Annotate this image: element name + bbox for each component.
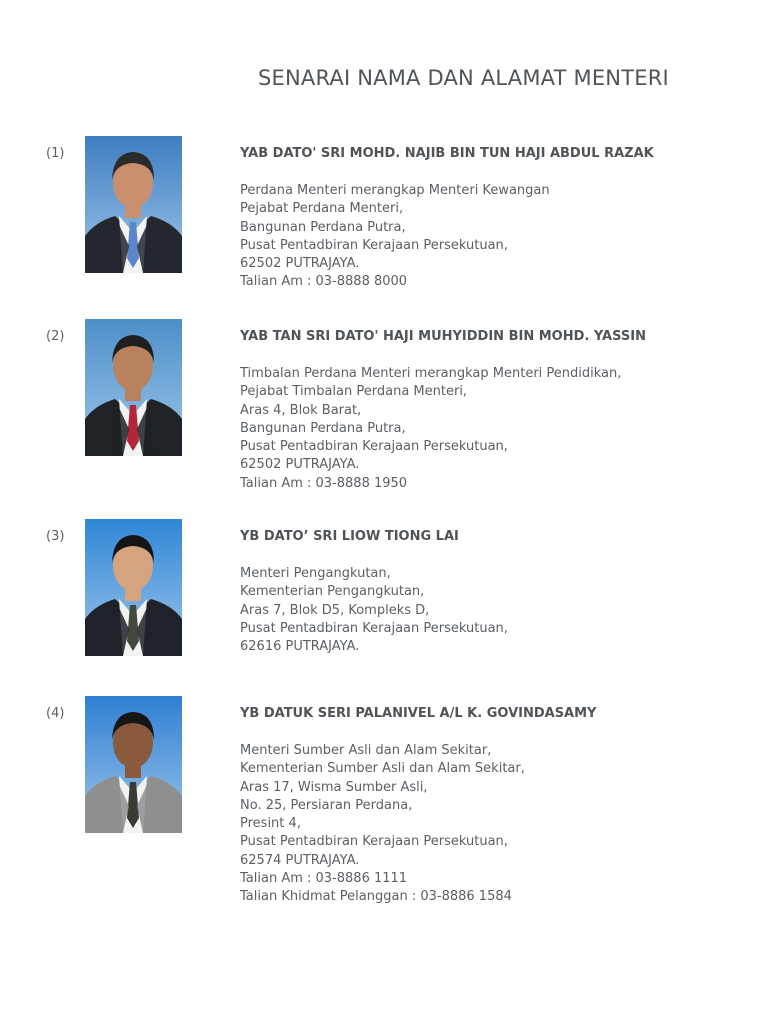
address-line: Bangunan Perdana Putra, bbox=[240, 219, 406, 235]
minister-address bbox=[240, 365, 621, 493]
address-line: Pejabat Timbalan Perdana Menteri, bbox=[240, 384, 468, 400]
page-title: SENARAI NAMA DAN ALAMAT MENTERI bbox=[258, 66, 669, 90]
address-line: Pusat Pentadbiran Kerajaan Persekutuan, bbox=[240, 620, 508, 636]
address-line: Perdana Menteri merangkap Menteri Kewangan bbox=[240, 183, 550, 198]
entry-index: (2) bbox=[46, 329, 65, 344]
address-line: Timbalan Perdana Menteri merangkap Menteri Pendidikan, bbox=[240, 366, 622, 381]
address-line: Menteri Sumber Asli dan Alam Sekitar, bbox=[240, 743, 492, 758]
address-line: Bangunan Perdana Putra, bbox=[240, 420, 406, 436]
address-line: Menteri Pengangkutan, bbox=[240, 566, 391, 581]
minister-name: YAB TAN SRI DATO' HAJI MUHYIDDIN BIN MOHD. YASSIN bbox=[240, 329, 646, 344]
address-line: No. 25, Persiaran Perdana, bbox=[240, 797, 413, 813]
address-line: Talian Khidmat Pelanggan : 03-8886 1584 bbox=[240, 889, 512, 905]
minister-address bbox=[240, 565, 508, 656]
minister-name: YB DATUK SERI PALANIVEL A/L K. GOVINDASAMY bbox=[240, 706, 597, 721]
address-line: 62616 PUTRAJAYA. bbox=[240, 639, 360, 655]
address-line: Aras 7, Blok D5, Kompleks D, bbox=[240, 602, 430, 618]
address-line: Kementerian Sumber Asli dan Alam Sekitar, bbox=[240, 761, 525, 777]
entry-index: (1) bbox=[46, 146, 65, 161]
address-line: Talian Am : 03-8888 1950 bbox=[240, 475, 408, 491]
address-line: 62502 PUTRAJAYA. bbox=[240, 457, 360, 473]
address-line: Presint 4, bbox=[240, 816, 301, 832]
address-line: Aras 17, Wisma Sumber Asli, bbox=[240, 779, 428, 795]
address-line: Talian Am : 03-8888 8000 bbox=[240, 274, 408, 290]
address-line: Aras 4, Blok Barat, bbox=[240, 402, 362, 418]
address-line: 62574 PUTRAJAYA. bbox=[240, 852, 360, 868]
entry-index: (4) bbox=[46, 706, 65, 721]
address-line: Talian Am : 03-8886 1111 bbox=[240, 871, 408, 887]
address-line: Kementerian Pengangkutan, bbox=[240, 584, 425, 600]
minister-address bbox=[240, 182, 550, 292]
minister-photo bbox=[85, 696, 182, 833]
minister-address bbox=[240, 742, 525, 907]
address-line: Pusat Pentadbiran Kerajaan Persekutuan, bbox=[240, 439, 508, 455]
address-line: Pejabat Perdana Menteri, bbox=[240, 201, 404, 217]
address-line: Pusat Pentadbiran Kerajaan Persekutuan, bbox=[240, 834, 508, 850]
minister-name: YB DATO’ SRI LIOW TIONG LAI bbox=[240, 529, 459, 544]
minister-photo bbox=[85, 319, 182, 456]
minister-photo bbox=[85, 519, 182, 656]
minister-name: YAB DATO' SRI MOHD. NAJIB BIN TUN HAJI ABDUL RAZAK bbox=[240, 146, 654, 161]
minister-photo bbox=[85, 136, 182, 273]
address-line: 62502 PUTRAJAYA. bbox=[240, 256, 360, 272]
entry-index: (3) bbox=[46, 529, 65, 544]
address-line: Pusat Pentadbiran Kerajaan Persekutuan, bbox=[240, 237, 508, 253]
